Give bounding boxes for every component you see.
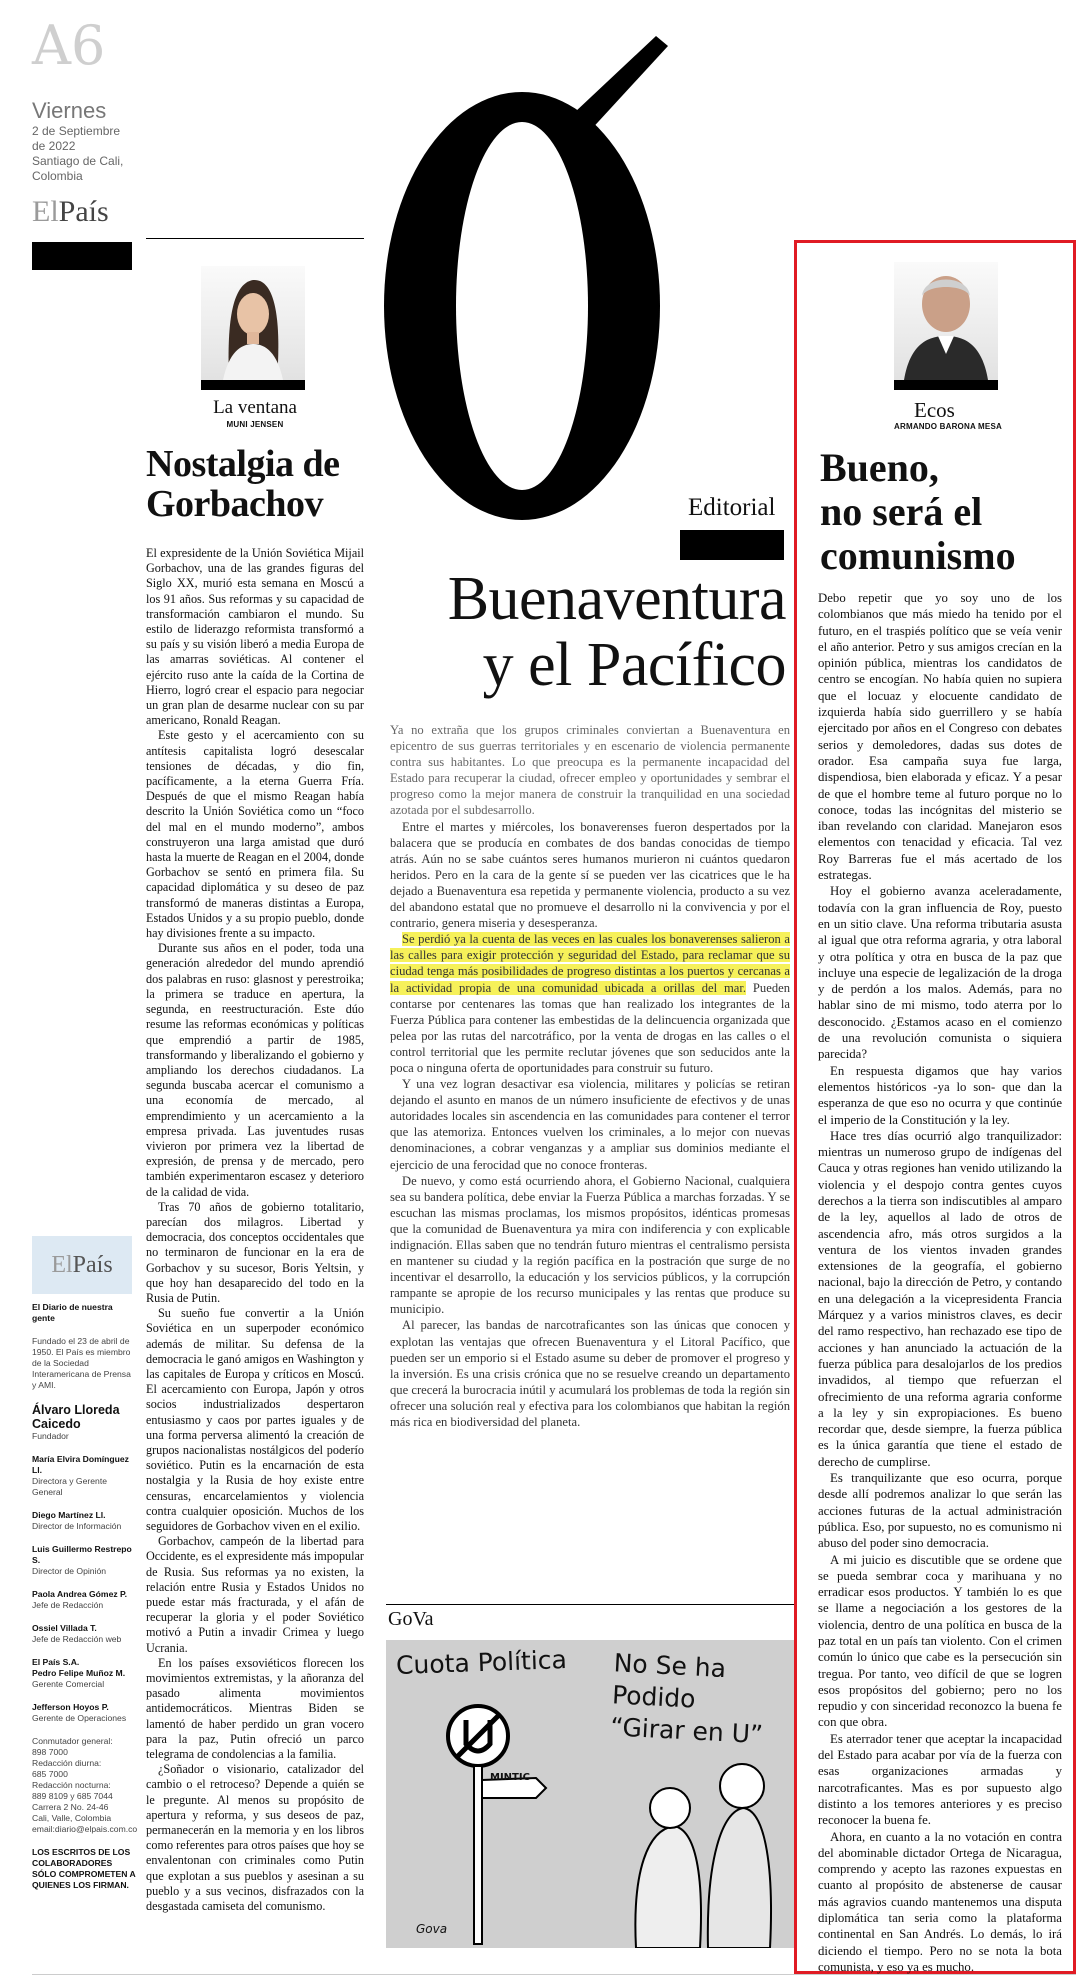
contact-line: Carrera 2 No. 24-46 <box>32 1802 109 1812</box>
paragraph: Es tranquilizante que eso ocurra, porque desde allí podremos analizar lo que serán las acciones futuras de la actual administración pública. Eso, por supuesto, no es comunismo ni abuso del poder sino democracia. <box>818 1471 1062 1551</box>
paragraph: Hoy el gobierno avanza aceleradamente, todavía con la gran influencia de Roy, puesto en un sitio clave. Una reforma tributaria asusta al igual que otra reforma agraria, y otra laboral y otra política y otra en busca de la paz que incluye una especie de legalización de la droga y de perdón a los malos. Además, para no hablar sino de mi mismo, todo aterra por lo desconocido. ¿Estamos acaso en el comienzo de una revolución comunista o siquiera parecida? <box>818 884 1062 1062</box>
caption-line: No Se ha Podido <box>611 1648 727 1714</box>
masthead-logo-el: El <box>51 1251 73 1278</box>
paragraph: Debo repetir que yo soy uno de los colombianos que más miedo ha tenido por el futuro, en el traspiés político que se veía venir el año anterior. Petro y sus amigos crecían en la opinión pública, mientras los candidatos de centro se encogían. No había quien no supiera que el locuaz y elocuente candidato de izquierda había sido guerrillero y se había ejercitado por años en el Congreso con debates serios y demoledores, dadas sus dotes de orador. Esa campaña suya fue larga, dispendiosa, bien elaborada y eficaz. Y a pesar de que el hombre teme al futuro porque no lo conoce, todas las incógnitas del misterio se iban revelando con claridad. Manejaron esos elementos con tenacidad y eficacia. Tal vez Roy Barreras fue el más acertado de los estrategas. <box>818 591 1062 883</box>
column-section-title: La ventana <box>213 397 297 418</box>
column-body <box>146 546 364 1914</box>
editorial-body <box>390 722 790 1430</box>
staff-name: Diego Martínez Ll. <box>32 1510 106 1520</box>
paragraph <box>390 931 790 1076</box>
headline-line: comunismo <box>820 533 1016 578</box>
cartoon-title: Cuota Política <box>395 1645 568 1680</box>
column-rule <box>146 238 364 239</box>
people-figures-icon <box>635 1764 771 1948</box>
headline-line: no será el <box>820 489 983 534</box>
staff-name: Ossiel Villada T. <box>32 1623 97 1633</box>
headline-line: Nostalgia de <box>146 443 340 485</box>
paragraph: Ya no extraña que los grupos criminales conviertan a Buenaventura en epicentro de sus guerras territoriales y en escenario de violencia permanente contra sus habitantes. Lo que preocupa es la permanente incapacidad del Estado para recuperar la ciudad, ofrecer empleo y oportunidades y sembrar el progreso como la mejor manera de construir la tranquilidad en una sociedad azotada por el subdesarrollo. <box>390 723 790 818</box>
staff-name: María Elvira Domínguez Ll. <box>32 1454 129 1475</box>
cartoon-sign-text: MINTIC <box>490 1772 530 1783</box>
paragraph-text: Pueden contarse por centenares las tomas que han realizado los integrantes de la Fuerza Pública para contener las embestidas de la delincuencia organizada que pelea por las rutas del narcotráfico, por la venta de drogas en las calles o el control territorial que les permite reclutar jóvenes que son seducidos ante la poca o ninguna oferta de oportunidades para construir su futuro. <box>390 980 790 1075</box>
dateline <box>32 124 142 184</box>
paragraph: En los países exsoviéticos florecen los movimientos extremistas, y la añoranza del pasado alimenta movimientos antidemocráticos. Mientras Biden se lamentó de haber perdido un gran vocero para la paz, Putin ofreció un parco telegrama de condolencias a la familia. <box>146 1655 364 1762</box>
brand-logo-pais: País <box>58 195 109 228</box>
manager-role: Gerente Comercial <box>32 1679 105 1689</box>
paragraph: Al parecer, las bandas de narcotraficantes son las únicas que conocen y explotan las ventajas que ofrecen Buenaventura y el Litoral Pacífico, que pueden ser un emporio si el Estado asume su deber de promover el progreso y la inversión. Es una crisis crónica que no se resuelve creando un departamento que crecerá la burocracia inútil y acumulará los problemas de toda la región sin ofrecer una solución real y efectiva para los colombianos que habitan la región más rica en biodiversidad del planeta. <box>390 1318 790 1430</box>
paragraph: Ahora, en cuanto a la no votación en contra del abominable dictador Ortega de Nicaragua, comprendo y acepto las razones expuestas en cuanto al propósito de abstenerse de causar más agravios cuando mantenemos una disputa diplomática tan seria como la plataforma continental en San Andrés. Lo demás, lo irá diciendo el tiempo. Pero no se nota la bota comunista, y eso ya es mucho. <box>818 1829 1062 1974</box>
paragraph: ¿Soñador o visionario, catalizador del cambio o el retroceso? Depende a quién se le pregunte. Al menos su propósito de apertura y reforma, y sus deseos de paz, permanecerán en la memoria y en los libros como referentes para otros países que hoy se envalentonan con criminales como Putin que explotan a sus pueblos y asesinan a su pueblo y a sus vecinos, disfrazados con la desgastada camiseta del comunismo. <box>146 1762 364 1914</box>
man-portrait-icon <box>894 262 998 380</box>
manager-role: Gerente de Operaciones <box>32 1713 127 1723</box>
weekday: Viernes <box>32 98 107 123</box>
paragraph: Este gesto y el acercamiento con su antítesis capitalista logró desescalar tensiones de décadas, y dio fin, pacíficamente, a la eterna Guerra Fría. Después de que el mismo Reagan había descrito la Unión Soviética como un “foco del mal en el mundo moderno”, ambos construyeron una larga amistad que duró hasta la muerte de Reagan en el 2004, donde Gorbachov se sentó en primera fila. Su capacidad diplomática y su deseo de paz transformó de maneras distintas a Europa, Estados Unidos y a su propio pueblo, donde hay divisiones frente a su impacto. <box>146 728 364 941</box>
staff-role: Directora y Gerente General <box>32 1476 107 1497</box>
contact-line: Redacción diurna: <box>32 1758 102 1768</box>
cartoon-drawing <box>386 1640 794 1948</box>
contact-line: Redacción nocturna: <box>32 1780 111 1790</box>
no-u-turn-sign-icon <box>448 1706 508 1944</box>
rail-bar <box>32 242 132 270</box>
editorial-headline <box>386 566 786 698</box>
headline-line: y el Pacífico <box>482 631 786 699</box>
paragraph: Entre el martes y miércoles, los bonaverenses fueron despertados por la balacera que se producía en combates de dos bandas conocidas de tiempo atrás. Aún no se sabe cuántos seres humanos murieron ni cuántos quedaron heridos. Pero en la cara de la gente sí se pueden ver las cicatrices que le ha dejado a Buenaventura esa repetida y permanente violencia, producto a su vez del abandono estatal que no promueve el desarrollo ni la convivencia y por el contrario, genera miseria y desesperanza. <box>390 819 790 931</box>
author-photo <box>201 266 305 390</box>
manager-name: Pedro Felipe Muñoz M. <box>32 1668 126 1678</box>
staff-name: Paola Andrea Gómez P. <box>32 1589 128 1599</box>
masthead-logo-pais: País <box>72 1251 113 1278</box>
column-headline <box>146 444 376 524</box>
masthead-motto: El Diario de nuestra gente <box>32 1302 113 1323</box>
date-line: 2 de Septiembre <box>32 124 121 138</box>
contact-line: email:diario@elpais.com.co <box>32 1824 138 1834</box>
staff-role: Jefe de Redacción <box>32 1600 104 1610</box>
date-line: Santiago de Cali, <box>32 154 124 168</box>
paragraph: En respuesta digamos que hay varios elementos históricos -ya lo son- que dan la esperanza de que eso no ocurra y que continúe el imperio de la Constitución y la ley. <box>818 1063 1062 1127</box>
editorial-bar <box>680 530 784 560</box>
staff-role: Director de Información <box>32 1521 122 1531</box>
masthead-logo <box>32 1236 132 1294</box>
editorial-cartoon <box>386 1640 794 1948</box>
paragraph: Y una vez logran desactivar esa violencia, militares y policías se retiran dejando el asunto en manos de un número insuficiente de efectivos y de unas autoridades locales sin ascendencia en las comunidades para contener el terror que las atemoriza. Entonces vuelven los criminales, a lo mejor con nuevas denominaciones, a cobrar venganzas y a ampliar sus dominios mediante el ejercicio de una ferocidad que no conoce fronteras. <box>390 1077 790 1172</box>
date-line: de 2022 <box>32 139 76 153</box>
editorial-section-title: Editorial <box>688 494 776 521</box>
paragraph: El expresidente de la Unión Soviética Mijail Gorbachov, una de las grandes figuras del Siglo XX, murió esta semana en Moscú a los 91 años. Sus reformas y su capacidad de transformación cambiaron el mundo. Su estilo de liderazgo reformista transformó a su país y su visión liberó a media Europa de las amarras soviéticas. Al contener el ejército ruso ante la caída de la Cortina de Hierro, logró crear el espacio para negociar un gran plan de desarme nuclear con su par americano, Ronald Reagan. <box>146 546 364 728</box>
contact-line: 898 7000 <box>32 1747 68 1757</box>
caption-line: “Girar en U” <box>609 1712 764 1750</box>
masthead-info <box>32 1302 136 1891</box>
column-author: MUNI JENSEN <box>226 420 284 429</box>
paragraph: Durante sus años en el poder, toda una generación alrededor del mundo aprendió dos palabras en ruso: glasnost y perestroika; la primera se traduce en apertura, la segunda, en reestructuración. Este dúo resume las reformas económicas y políticas que emprendió a partir de 1985, transformando y liberalizando el gobierno y ampliando los derechos ciudadanos. La segunda buscaba acercar el comunismo a una economía de mercado, al emprendimiento y un acercamiento a la empresa privada. Las juventudes rusas vivieron por primera vez la libertad de expresión, de prensa y de mercado, pero también experimentaron escasez y deterioro de la calidad de vida. <box>146 941 364 1199</box>
manager-name: Jefferson Hoyos P. <box>32 1702 109 1712</box>
company-name: El País S.A. <box>32 1657 80 1667</box>
headline-line: Bueno, <box>820 445 939 490</box>
paragraph: De nuevo, y como está ocurriendo ahora, el Gobierno Nacional, cualquiera sea su bandera política, debe enviar la Fuerza Pública a marchas forzadas. Y se escuchan las mismas proclamas, los mismos propósitos, idénticas promesas que la comunidad de Buenaventura ya mira con indiferencia y con explicable indignación. Ellas saben que no tendrán futuro mientras el centralismo persista en mantener su ciudad y la región pacífica en la postración que surge de no incentivar el desarrollo, la educación y los servicios públicos, y la corrupción rampante se apropie de los recurso municipales y las rentas que produce su municipio. <box>390 1173 790 1317</box>
date-line: Colombia <box>32 169 83 183</box>
paragraph: A mi juicio es discutible que se ordene que se pueda sembrar coca y marihuana y no erradicar esos productos. Y también lo es que se llame a negociación a los gestores de la violencia, dentro de una política en busca de la paz total en un país tan violento. Con el crimen común lo único que cabe es la persecución sin tregua. Por tanto, veo difícil de que se logren esos propósitos del gobierno; pero no los repudio y con sinceridad reconozco la buena fe con que obra. <box>818 1552 1062 1730</box>
staff-role: Director de Opinión <box>32 1566 107 1576</box>
brand-logo-el: El <box>32 195 59 228</box>
cartoon-section-title: GoVa <box>388 1608 434 1630</box>
headline-line: Buenaventura <box>447 565 786 633</box>
woman-portrait-icon <box>201 266 305 380</box>
masthead-disclaimer: LOS ESCRITOS DE LOS COLABORADORES SÓLO COMPROMETEN A QUIENES LOS FIRMAN. <box>32 1847 136 1890</box>
staff-role: Jefe de Redacción web <box>32 1634 122 1644</box>
paragraph: Es aterrador tener que aceptar la incapacidad del Estado para acabar por vía de la fuerza con esas organizaciones armadas y narcotraficantes. Mas es por supuesto algo distinto a los temores anteriores y es preciso reconocer la buena fe. <box>818 1731 1062 1828</box>
founder-role: Fundador <box>32 1431 69 1441</box>
contact-line: Conmutador general: <box>32 1736 113 1746</box>
highlighted-text: Se perdió ya la cuenta de las veces en las cuales los bonaverenses salieron a las calles para exigir protección y seguridad del Estado, para reclamar que su ciudad tenga más posibilidades de progreso distintas a los puertos y cercanas a la actividad propia de una comunidad ubicada a orillas del mar. <box>390 932 790 995</box>
paragraph: Gorbachov, campeón de la libertad para Occidente, es el expresidente más impopular de Rusia. Sus reformas ya no existen, la relación entre Rusia y Estados Unidos no puede estar más fracturada, y el afán de recuperar la gloria y el poder Soviético motivó a Putin a invadir Crimea y luego Ucrania. <box>146 1534 364 1655</box>
column-author: ARMANDO BARONA MESA <box>894 422 1002 431</box>
masthead-founded: Fundado el 23 de abril de 1950. El País es miembro de la Sociedad Interamericana de Prensa y AMI. <box>32 1336 131 1390</box>
page-bottom-rule <box>32 1974 1076 1975</box>
staff-name: Luis Guillermo Restrepo S. <box>32 1544 132 1565</box>
headline-line: Gorbachov <box>146 483 324 525</box>
cartoon-rule <box>386 1604 794 1605</box>
founder-name: Álvaro Lloreda Caicedo <box>32 1403 120 1431</box>
paragraph: Tras 70 años de gobierno totalitario, parecían dos milagros. Libertad y democracia, dos conceptos occidentales que no terminaron de funcionar en la era de Gorbachov y su sucesor, Boris Yeltsin, y que hoy han desaparecido del todo en la Rusia de Putin. <box>146 1199 364 1305</box>
contact-line: 685 7000 <box>32 1769 68 1779</box>
big-o-accent-letter <box>372 36 672 526</box>
contact-line: Cali, Valle, Colombia <box>32 1813 112 1823</box>
column-headline <box>820 446 1060 578</box>
cartoon-signature: Gova <box>416 1922 448 1936</box>
page-number: A6 <box>32 14 106 77</box>
contact-line: 889 8109 y 685 7044 <box>32 1791 113 1801</box>
column-body <box>818 590 1062 1975</box>
column-section-title: Ecos <box>914 398 955 422</box>
paragraph: Hace tres días ocurrió algo tranquilizador: mientras un numeroso grupo de indígenas del Cauca y otras regiones han venido utilizando la violencia y el despojo contra gentes cuyos derechos a la tierra son indiscutibles al amparo de la ley, aquellos al lado de otros de ascendencia afro, más otros surgidos a la ventura de los vientos invaden grandes extensiones de la geografía, el gobierno nacional, bajo la dirección de Petro, y contando en una delegación a la vicepresidenta Francia Márquez y a varios ministros claves, es decir del ramo respectivo, han rechazado ese tipo de acciones y han anunciado la actuación de la fuerza pública para desalojarlos de los predios invadidos, al tiempo que refuerzan el ofrecimiento de una reforma agraria conforme a la ley y sin expropiaciones. Es bueno recordar que, desde siempre, la fuerza pública es la única garantía que tiene el estado de derecho de cumplirse. <box>818 1128 1062 1469</box>
brand-logo <box>32 195 109 229</box>
paragraph: Su sueño fue convertir a la Unión Soviética en un superpoder económico además de militar. Su defensa de la democracia le ganó amigos en Washington y las capitales de Europa y críticos en Moscú. El acercamiento con Europa, Japón y otros socios industrializados despertaron entusiasmo y caos por partes iguales y de una forma perversa alimentó la creación de grupos nacionalistas nostálgicos del poderío soviético. Putin es la encarnación de esta nostalgia y la Rusia de hoy existe entre censuras, encarcelamientos y violencia contra cualquier oposición. Muchos de los seguidores de Gorbachov viven en el exilio. <box>146 1306 364 1533</box>
author-photo <box>894 262 998 390</box>
